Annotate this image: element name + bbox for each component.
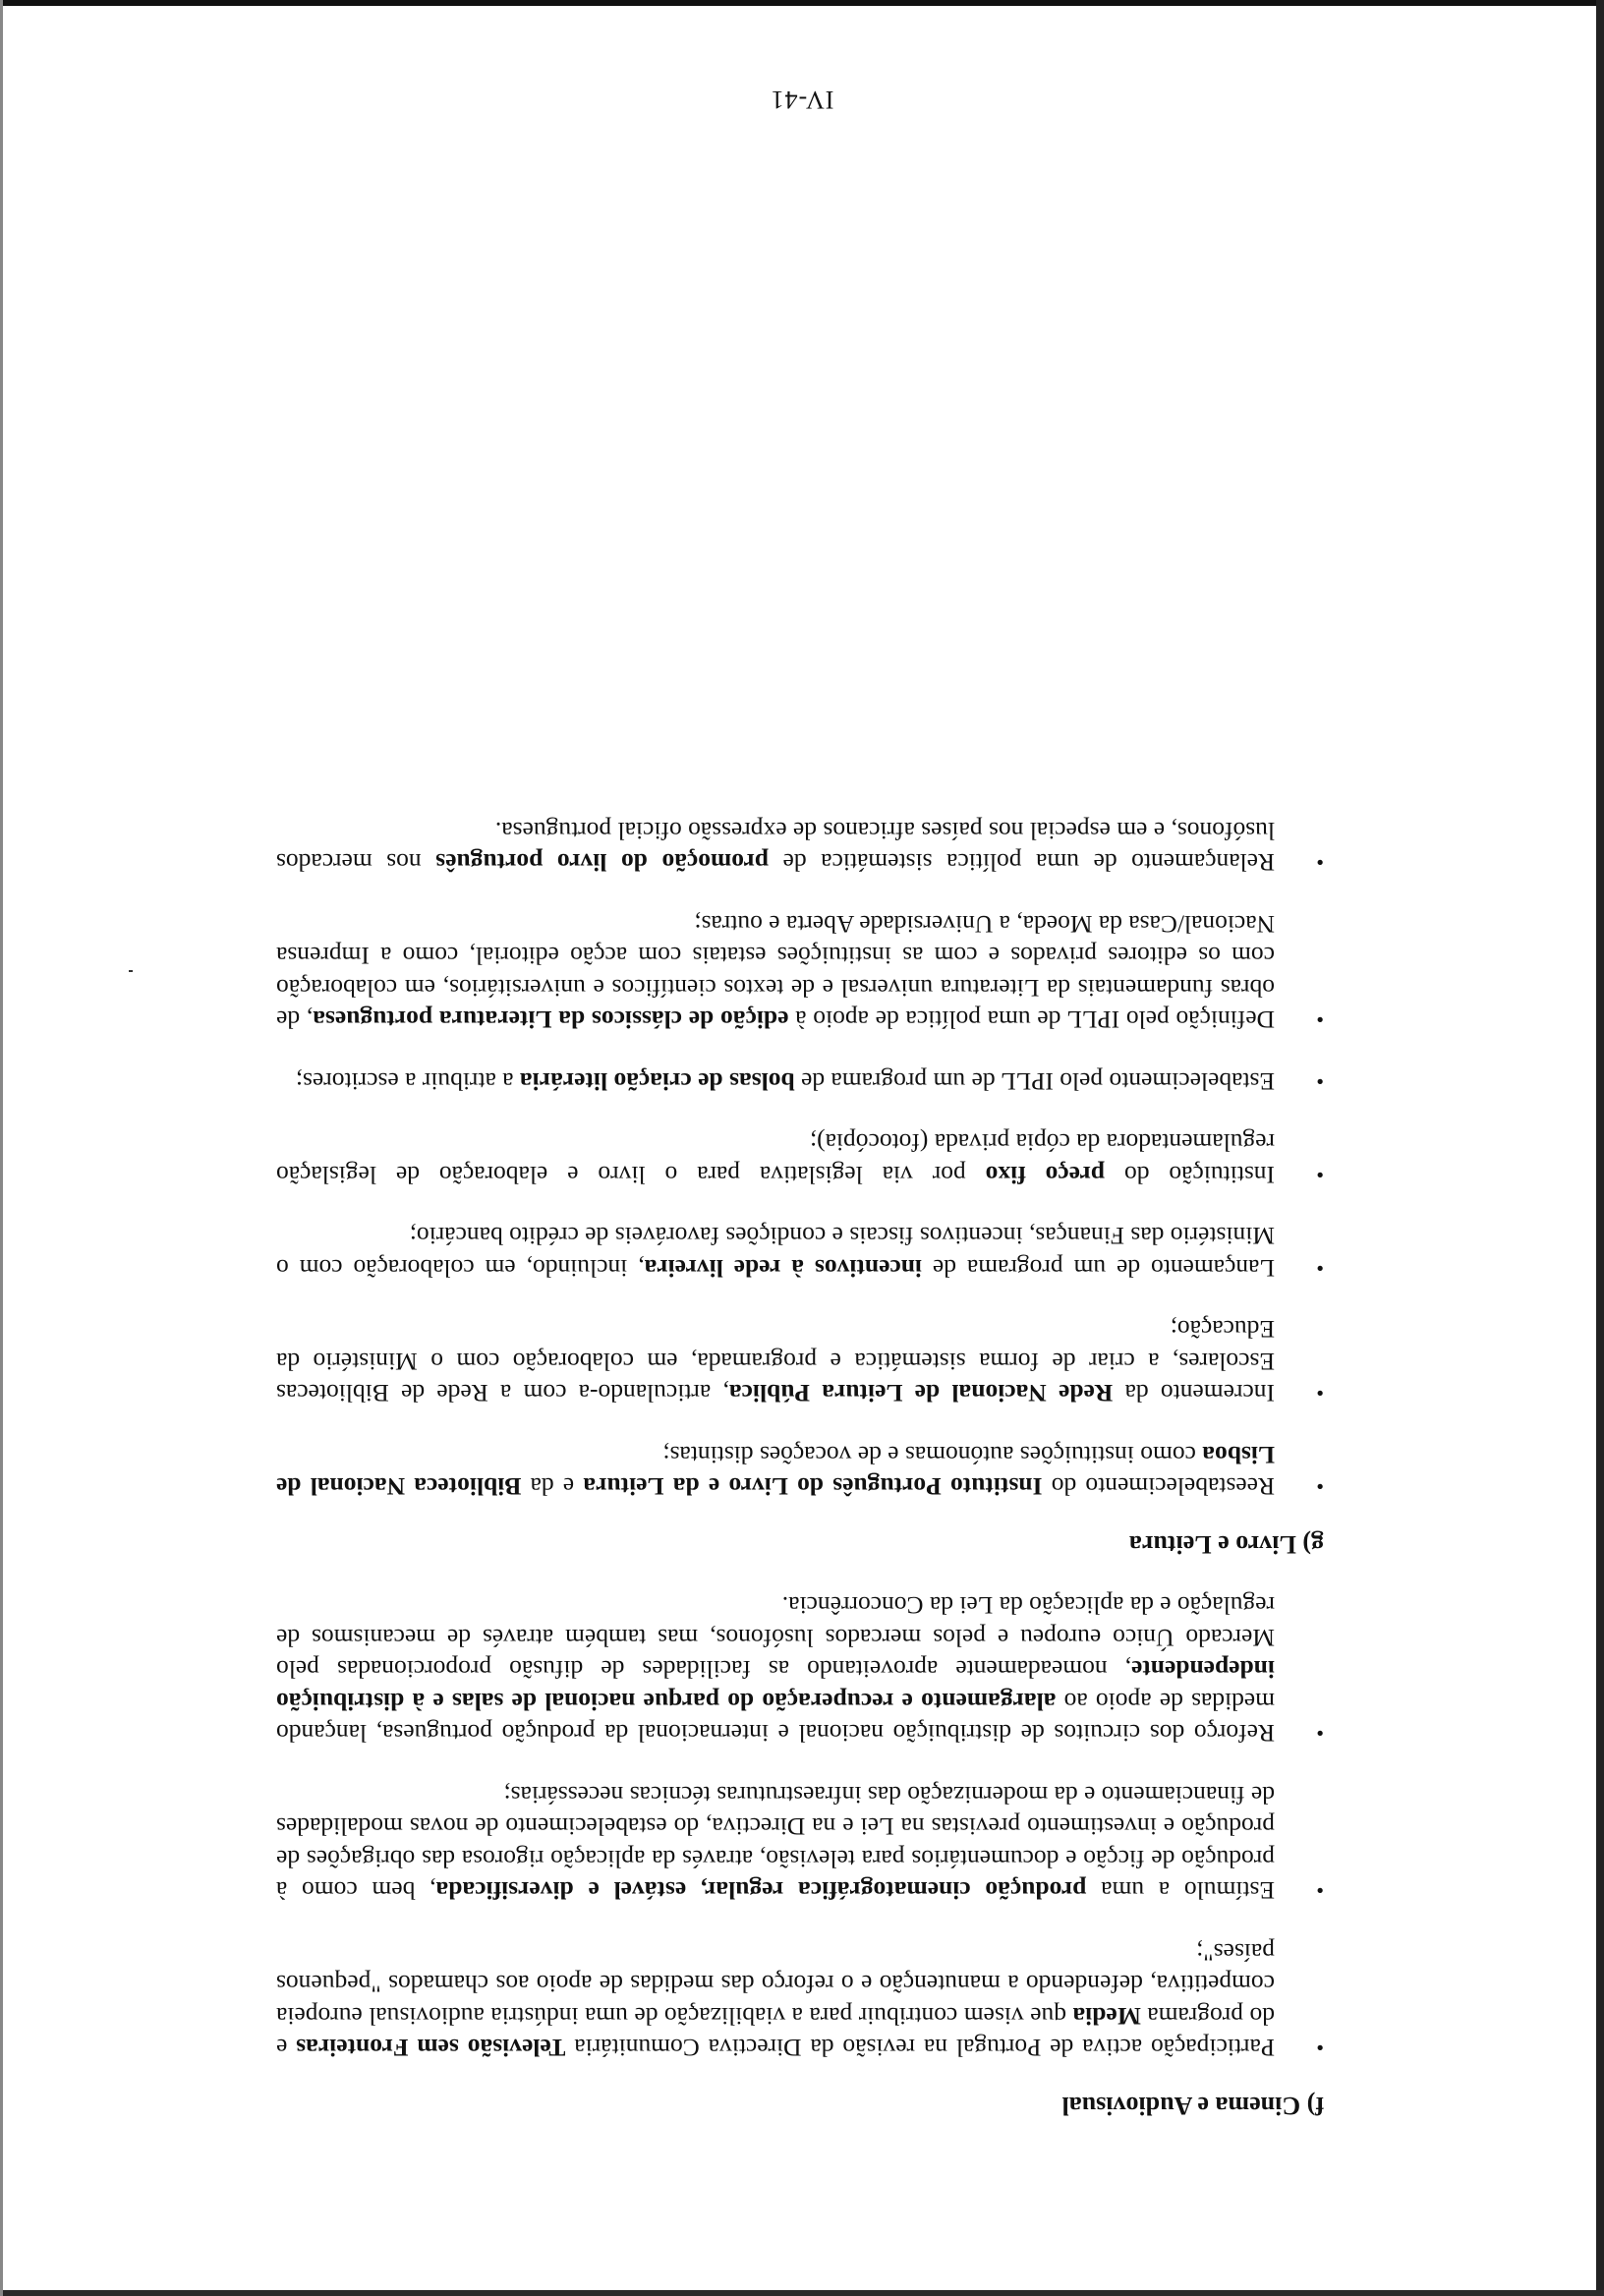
item-text: Incremento da [1113, 1379, 1275, 1408]
section-cinema [276, 1589, 1324, 2121]
bullet-icon: • [1316, 1069, 1324, 1094]
item-text: por via legislativa para o livro e elaboração de legislação regulamentadora da cópia privada (fotocópia); [276, 1128, 1275, 1189]
item-bold-text: incentivos à rede livreira [644, 1254, 923, 1283]
list-item [276, 1065, 1324, 1098]
item-bold-text: edição de clássicos da Literatura portuguesa [313, 1005, 789, 1035]
item-text: , incluindo, em colaboração com o Ministério das Finanças, incentivos fiscais e condições favoráveis de crédito bancário; [276, 1222, 1275, 1283]
item-bold-text: Rede Nacional de Leitura Pública [728, 1379, 1114, 1408]
bullet-icon: • [1316, 1474, 1324, 1500]
item-text: Instituição do [1105, 1161, 1275, 1189]
item-text: , articulando-a com a Rede de Bibliotecas Escolares, a criar de forma sistemática e programada, em colaboração com o Ministério da Educação; [276, 1315, 1275, 1408]
item-text: e do programa [276, 2002, 1275, 2063]
item-text: Estímulo a uma [1086, 1876, 1275, 1906]
item-bold-text: Biblioteca Nacional de Lisboa [276, 1441, 1275, 1502]
bullet-icon: • [1316, 1163, 1324, 1187]
page-body [276, 785, 1324, 2122]
page-number: IV-41 [770, 86, 834, 114]
item-bold-text: alargamento e recuperação do parque nacional de salas e à distribuição independente [276, 1655, 1275, 1716]
item-text: Reestabelecimento do [1042, 1472, 1275, 1502]
item-bold-text: Televisão sem Fronteiras [296, 2034, 566, 2063]
bullet-icon: • [1316, 2036, 1324, 2061]
item-text: Estabelecimento pelo IPLL de um programa de [794, 1067, 1275, 1096]
section-heading: f) Cinema e Audiovisual [1061, 2092, 1324, 2120]
list-item [276, 1936, 1324, 2064]
bullet-icon: • [1316, 1007, 1324, 1033]
item-text: Lançamento de um programa de [922, 1254, 1275, 1283]
list-item [276, 815, 1324, 879]
item-text: , nomeadamente aproveitando as facilidades de difusão proporcionadas pelo Mercado Único europeu e pelos mercados lusófonos, mas também através de mecanismos de regulação e da aplicação da Lei da Concorrência. [276, 1591, 1275, 1685]
item-bold-text: produção cinematográfica regular, estável e diversificada [435, 1876, 1087, 1906]
item-text: , bem como à produção de ficção e documentários para televisão, através da aplicação rigorosa das obrigações de produção e investimento previstas na Lei e na Directiva, do estabelecimento de novas modalidades de financiamento e da modernização das infraestruturas técnicas necessárias; [275, 1781, 1275, 1906]
item-text: como instituições autónomas e de vocações distintas; [662, 1441, 1203, 1469]
section-livro [276, 815, 1324, 1561]
item-text: Definição pelo IPLL de uma política de apoio à [788, 1005, 1275, 1035]
list-item [276, 1220, 1324, 1284]
item-text: e da [521, 1472, 584, 1502]
list-item [276, 908, 1324, 1036]
bullet-list [276, 815, 1324, 1503]
bullet-icon: • [1316, 1256, 1324, 1281]
item-bold-text: bolsas de criação literária [519, 1067, 795, 1096]
item-bold-text: Instituto Português do Livro e da Leitura [583, 1472, 1043, 1502]
list-item [276, 1313, 1324, 1409]
bullet-list [276, 1589, 1324, 2064]
item-text: Reforço dos circuitos de distribuição nacional e internacional da produção portuguesa, lançando medidas de apoio ao [276, 1688, 1275, 1749]
item-text: , de obras fundamentais da Literatura universal e de textos científicos e universitários, em colaboração com os editores privados e com as instituições estatais com acção editorial, como a Imprensa Nacional/Casa da Moeda, a Universidade Aberta e outras; [276, 910, 1275, 1035]
list-item [276, 1126, 1324, 1190]
item-text: que visem contribuir para a viabilização de uma indústria audiovisual europeia competitiva, defendendo a manutenção e o reforço das medidas de apoio aos chamados "pequenos países"; [276, 1938, 1275, 2031]
list-item [276, 1779, 1324, 1907]
bullet-icon: • [1316, 1381, 1324, 1406]
item-text: nos mercados lusófonos, e em especial nos países africanos de expressão oficial portuguesa. [276, 817, 1275, 878]
item-text: Participação activa de Portugal na revisão da Directiva Comunitária [565, 2034, 1275, 2063]
bullet-icon: • [1316, 1721, 1324, 1747]
bullet-icon: • [1316, 850, 1324, 876]
item-bold-text: promoção do livro português [435, 848, 770, 878]
section-heading: g) Livro e Leitura [1128, 1530, 1324, 1559]
item-bold-text: Media [1072, 2002, 1141, 2031]
item-text: a atribuir a escritores; [295, 1067, 520, 1096]
item-text: Relançamento de uma política sistemática de [769, 848, 1275, 878]
list-item [276, 1589, 1324, 1750]
item-bold-text: preço fixo [985, 1161, 1106, 1189]
bullet-icon: • [1316, 1878, 1324, 1904]
list-item [276, 1439, 1324, 1503]
